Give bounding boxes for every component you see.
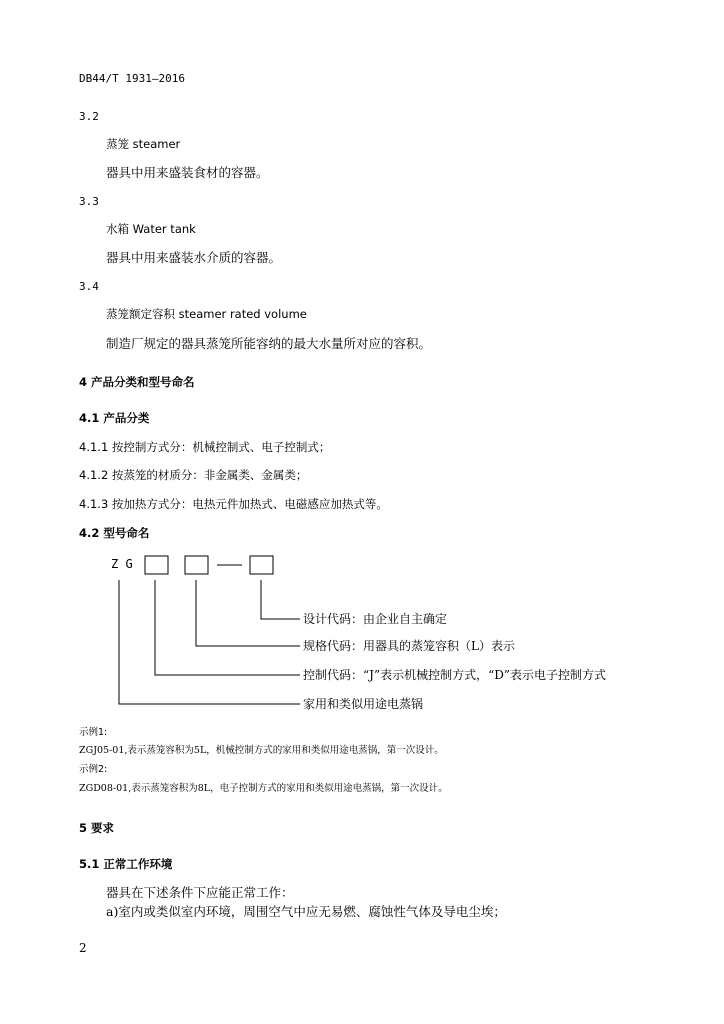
example-text: ZGJ05-01,表示蒸笼容积为5L，机械控制方式的家用和类似用途电蒸锅，第一次设计。 <box>79 745 444 756</box>
code-box-design <box>250 556 273 574</box>
clause-text: 4.1.2 按蒸笼的材质分：非金属类、金属类； <box>79 468 308 482</box>
clause-text: 4.1.1 按控制方式分：机械控制式、电子控制式； <box>79 440 331 454</box>
model-label-control: 控制代码：“J”表示机械控制方式，“D”表示电子控制方式 <box>303 668 606 682</box>
example-title: 示例2: <box>79 764 108 775</box>
leader-design <box>261 580 300 619</box>
body-paragraph: a)室内或类似室内环境，周围空气中应无易燃、腐蚀性气体及导电尘埃； <box>106 904 506 919</box>
term-title: 蒸笼 steamer <box>106 137 181 151</box>
subsection-heading: 4.2 型号命名 <box>79 526 150 540</box>
leader-spec <box>196 580 300 646</box>
section-heading: 4 产品分类和型号命名 <box>79 375 195 389</box>
document-header: DB44/T 1931—2016 <box>79 72 185 85</box>
clause-number: 3.3 <box>79 195 99 208</box>
leader-control <box>155 580 300 675</box>
example-title: 示例1: <box>79 727 108 738</box>
model-prefix: Z G <box>111 557 133 571</box>
clause-number: 3.2 <box>79 110 99 123</box>
model-label-spec: 规格代码：用器具的蒸笼容积（L）表示 <box>303 639 515 653</box>
term-title: 蒸笼额定容积 steamer rated volume <box>106 307 307 321</box>
model-label-design: 设计代码：由企业自主确定 <box>303 612 448 626</box>
model-label-household: 家用和类似用途电蒸锅 <box>303 697 424 711</box>
subsection-heading: 4.1 产品分类 <box>79 411 150 425</box>
code-box-control <box>145 556 168 574</box>
term-definition: 器具中用来盛装食材的容器。 <box>106 165 269 180</box>
code-box-spec <box>185 556 208 574</box>
clause-text: 4.1.3 按加热方式分：电热元件加热式、电磁感应加热式等。 <box>79 497 388 511</box>
term-definition: 器具中用来盛装水介质的容器。 <box>106 250 282 265</box>
clause-number: 3.4 <box>79 280 99 293</box>
leader-household <box>119 580 300 704</box>
term-title: 水箱 Water tank <box>106 222 196 236</box>
body-paragraph: 器具在下述条件下应能正常工作： <box>106 885 294 900</box>
term-definition: 制造厂规定的器具蒸笼所能容纳的最大水量所对应的容积。 <box>106 336 432 351</box>
page-number: 2 <box>79 941 87 955</box>
example-text: ZGD08-01,表示蒸笼容积为8L，电子控制方式的家用和类似用途电蒸锅，第一次设计。 <box>79 783 448 794</box>
section-heading: 5 要求 <box>79 821 115 835</box>
subsection-heading: 5.1 正常工作环境 <box>79 857 173 871</box>
